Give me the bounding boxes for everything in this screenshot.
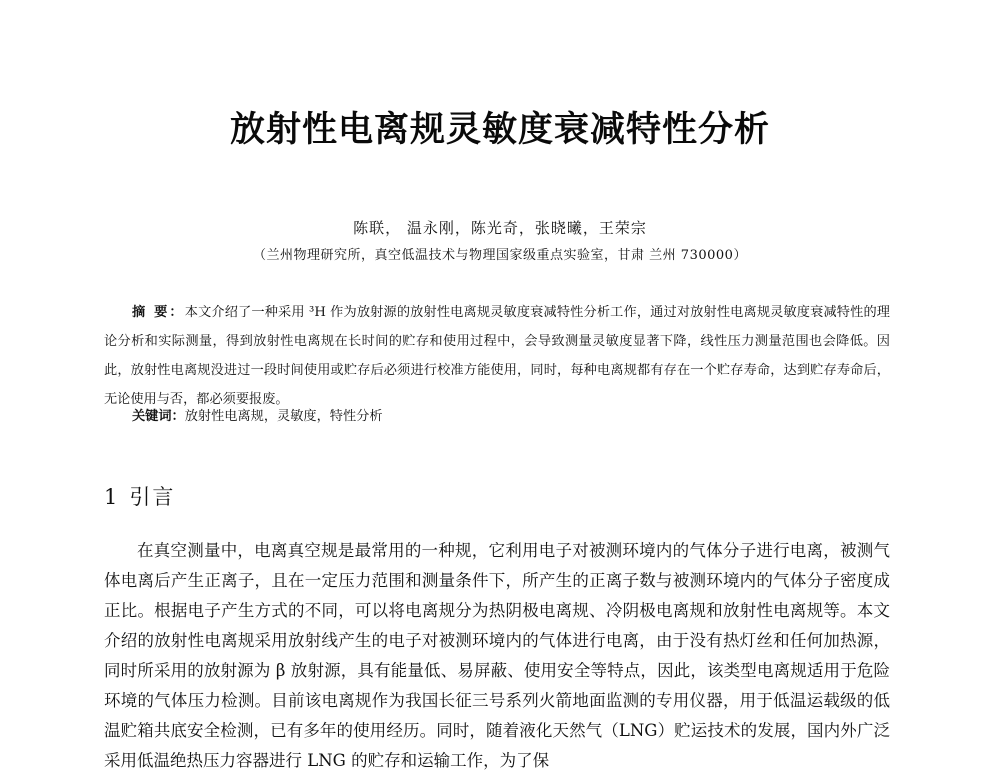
abstract-text: 本文介绍了一种采用 ³H 作为放射源的放射性电离规灵敏度衰减特性分析工作，通过对放射性电离规灵敏度衰减特性的理论分析和实际测量，得到放射性电离规在长时间的贮存和使用过程中，会导致测量灵敏度显著下降，线性压力测量范围也会降低。因此，放射性电离规没进过一段时间使用或贮存后必须进行校准方能使用，同时，每种电离规都有存在一个贮存寿命，达到贮存寿命后，无论使用与否，都必须要报废。 bbox=[104, 305, 890, 407]
section-title: 引言 bbox=[129, 485, 176, 509]
section-number: 1 bbox=[104, 485, 120, 509]
abstract-label: 摘 要： bbox=[132, 305, 185, 320]
author-affiliation: （兰州物理研究所，真空低温技术与物理国家级重点实验室，甘肃 兰州 730000） bbox=[253, 248, 747, 263]
abstract bbox=[104, 298, 890, 414]
author-list: 陈联， 温永刚，陈光奇，张晓曦，王荣宗 bbox=[353, 219, 647, 237]
keywords-text: 放射性电离规，灵敏度，特性分析 bbox=[184, 409, 383, 424]
paper-title: 放射性电离规灵敏度衰减特性分析 bbox=[229, 110, 770, 150]
section-heading-introduction bbox=[104, 481, 175, 511]
keywords-label: 关键词： bbox=[132, 409, 185, 424]
intro-paragraph: 在真空测量中，电离真空规是最常用的一种规，它利用电子对被测环境内的气体分子进行电离，被测气体电离后产生正离子，且在一定压力范围和测量条件下，所产生的正离子数与被测环境内的气体分子密度成正比。根据电子产生方式的不同，可以将电离规分为热阴极电离规、冷阴极电离规和放射性电离规等。本文介绍的放射性电离规采用放射线产生的电子对被测环境内的气体进行电离，由于没有热灯丝和任何加热源，同时所采用的放射源为 β 放射源，具有能量低、易屏蔽、使用安全等特点，因此，该类型电离规适用于危险环境的气体压力检测。目前该电离规作为我国长征三号系列火箭地面监测的专用仪器，用于低温运载级的低温贮箱共底安全检测，已有多年的使用经历。同时，随着液化天然气（LNG）贮运技术的发展，国内外广泛采用低温绝热压力容器进行 LNG 的贮存和运输工作，为了保 bbox=[104, 541, 890, 770]
keywords bbox=[132, 405, 892, 424]
